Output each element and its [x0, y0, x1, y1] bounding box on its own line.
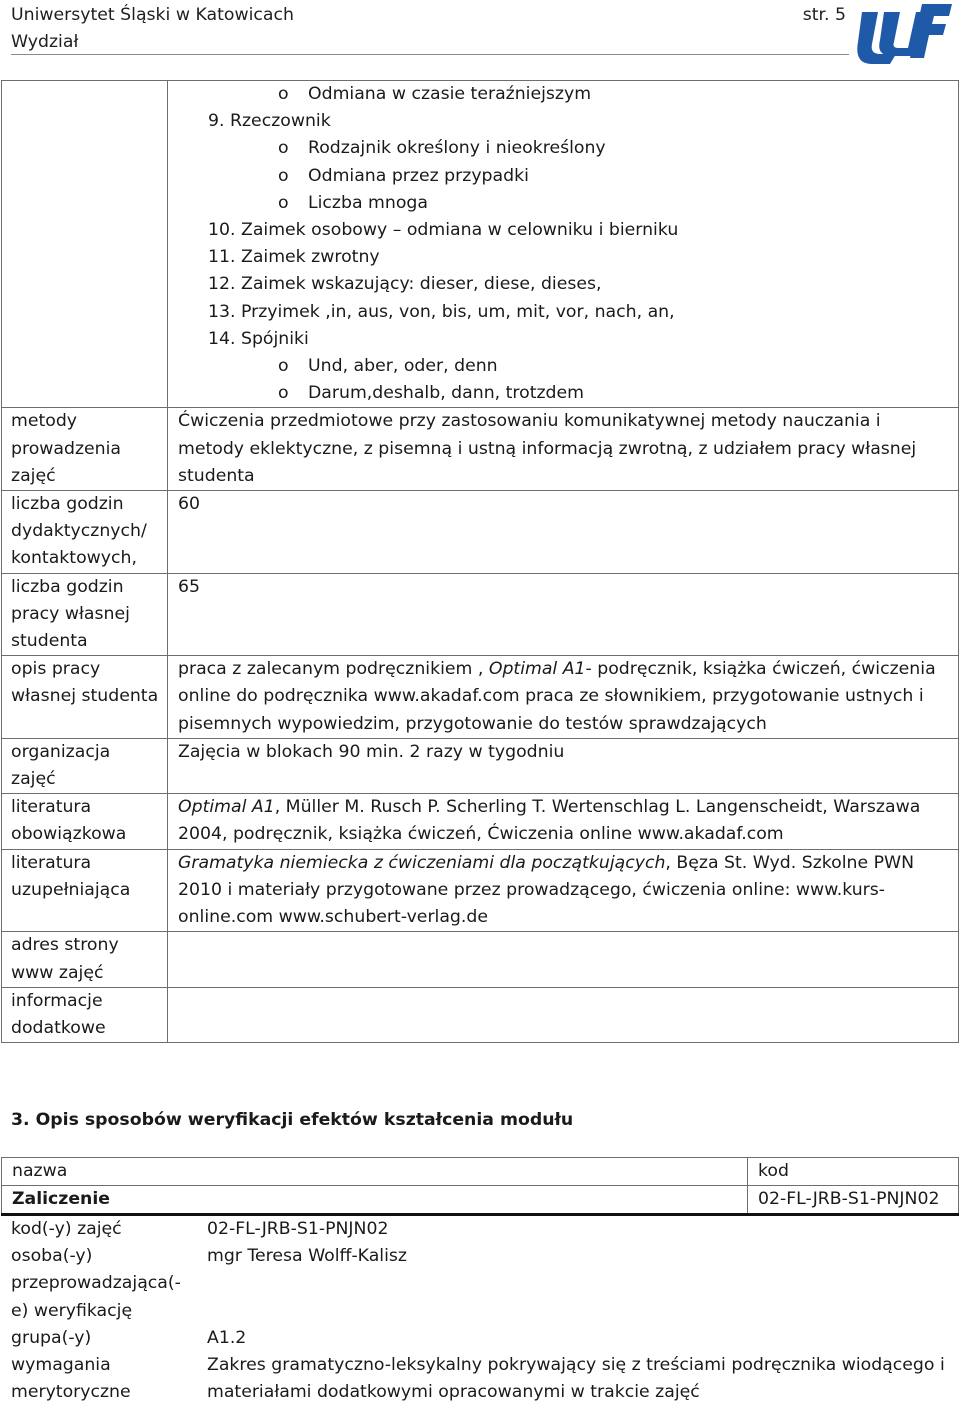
university-logo-icon [852, 0, 954, 66]
institution-name: Uniwersytet Śląski w Katowicach [11, 5, 294, 25]
list-item: 9. Rzeczownik [208, 111, 331, 132]
row-label: literatura uzupełniająca [2, 849, 168, 932]
module-details-table [1, 80, 959, 1043]
table-row [2, 573, 959, 656]
row-label: grupa(-y) [11, 1327, 92, 1348]
table-row [2, 932, 959, 987]
row-value: Zajęcia w blokach 90 min. 2 razy w tygodniu [168, 738, 959, 793]
kod-value: 02-FL-JRB-S1-PNJN02 [748, 1186, 959, 1215]
table-row [1, 1352, 959, 1406]
header-divider [11, 54, 849, 55]
content-list-row [2, 81, 959, 408]
row-label: liczba godzin dydaktycznych/ kontaktowych, [2, 491, 168, 574]
row-value: 60 [168, 491, 959, 574]
list-item: o Darum,deshalb, dann, trotzdem [278, 383, 584, 404]
list-item: o Und, aber, oder, denn [278, 356, 498, 377]
table-row [2, 849, 959, 932]
table-row [2, 656, 959, 739]
page-header [11, 2, 846, 54]
table-row [2, 738, 959, 793]
row-value: Zakres gramatyczno-leksykalny pokrywający się z treściami podręcznika wiodącego i materiałami dodatkowymi opracowanymi w trakcie zajęć [207, 1355, 945, 1403]
table-row [1, 1243, 959, 1325]
table-row [2, 794, 959, 849]
table-row [2, 1158, 959, 1186]
row-label: wymagania merytoryczne [11, 1355, 131, 1403]
table-row [2, 1186, 959, 1215]
faculty-name: Wydział [11, 32, 79, 52]
row-label: liczba godzin pracy własnej studenta [2, 573, 168, 656]
list-item: 11. Zaimek zwrotny [208, 247, 380, 268]
table-row [2, 491, 959, 574]
row-value: praca z zalecanym podręcznikiem , Optimal A1- podręcznik, książka ćwiczeń, ćwiczenia online do podręcznika www.akadaf.com praca ze słownikiem, przygotowanie ustnych i pisemnych wypowiedzim, przygotowanie do testów sprawdzających [168, 656, 959, 739]
verification-header-table [1, 1157, 959, 1216]
content-list [168, 81, 959, 408]
table-row [2, 408, 959, 491]
row-label: opis pracy własnej studenta [2, 656, 168, 739]
kod-label: kod [748, 1158, 959, 1186]
row-value: mgr Teresa Wolff-Kalisz [207, 1246, 407, 1267]
row-label: osoba(-y) przeprowadzająca(-e) weryfikację [11, 1246, 181, 1321]
list-item: 10. Zaimek osobowy – odmiana w celowniku i bierniku [208, 220, 679, 241]
row-label: metody prowadzenia zajęć [2, 408, 168, 491]
row-label: adres strony www zajęć [2, 932, 168, 987]
list-item: 14. Spójniki [208, 328, 309, 349]
verification-details-table [1, 1216, 959, 1406]
row-label: organizacja zajęć [2, 738, 168, 793]
row-value [168, 987, 959, 1042]
page-number: str. 5 [802, 5, 846, 25]
row-value: Gramatyka niemiecka z ćwiczeniami dla początkujących, Bęza St. Wyd. Szkolne PWN 2010 i materiały przygotowane przez prowadzącego, ćwiczenia online: www.kurs-online.com www.schubert-verlag.de [168, 849, 959, 932]
row-value: A1.2 [207, 1327, 247, 1348]
row-label: informacje dodatkowe [2, 987, 168, 1042]
row-value: Optimal A1, Müller M. Rusch P. Scherling T. Wertenschlag L. Langenscheidt, Warszawa 2004, podręcznik, książka ćwiczeń, Ćwiczenia online www.akadaf.com [168, 794, 959, 849]
row-value: 02-FL-JRB-S1-PNJN02 [207, 1219, 389, 1239]
list-item: o Odmiana w czasie teraźniejszym [278, 84, 592, 104]
table-row [1, 1216, 959, 1243]
list-item: o Odmiana przez przypadki [278, 165, 529, 186]
row-value: Ćwiczenia przedmiotowe przy zastosowaniu komunikatywnej metody nauczania i metody eklektyczne, z pisemną i ustną informacją zwrotną, z udziałem pracy własnej studenta [168, 408, 959, 491]
table-row [1, 1325, 959, 1352]
list-item: o Liczba mnoga [278, 192, 428, 213]
row-value [168, 932, 959, 987]
row-value: 65 [168, 573, 959, 656]
list-item: 12. Zaimek wskazujący: dieser, diese, dieses, [208, 274, 602, 295]
table-row [2, 987, 959, 1042]
row-label: kod(-y) zajęć [11, 1219, 122, 1239]
nazwa-label: nazwa [2, 1158, 748, 1186]
section-title: 3. Opis sposobów weryfikacji efektów kształcenia modułu [11, 1110, 574, 1130]
nazwa-value: Zaliczenie [2, 1186, 748, 1215]
list-item: 13. Przyimek ,in, aus, von, bis, um, mit, vor, nach, an, [208, 301, 675, 322]
row-label: literatura obowiązkowa [2, 794, 168, 849]
list-item: o Rodzajnik określony i nieokreślony [278, 138, 606, 159]
